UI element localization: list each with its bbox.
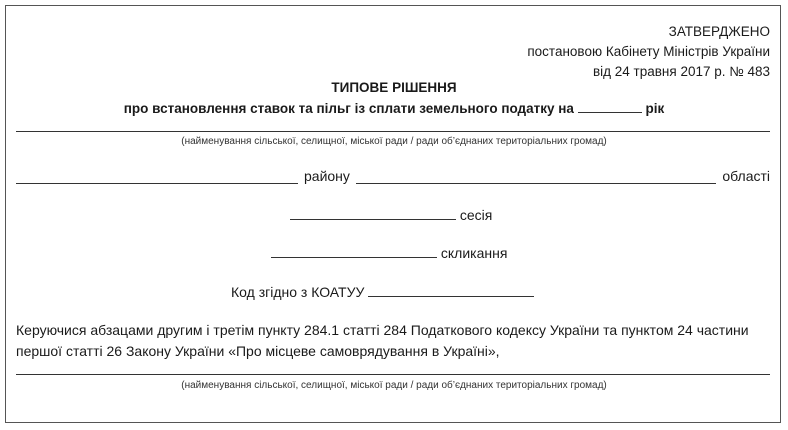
oblast-blank[interactable] (356, 169, 716, 184)
council-name-line-2[interactable] (16, 374, 770, 375)
koatuu-blank[interactable] (368, 283, 534, 297)
approval-status: ЗАТВЕРДЖЕНО (668, 24, 770, 39)
year-blank[interactable] (578, 99, 642, 113)
council-name-line[interactable] (16, 131, 770, 132)
session-blank[interactable] (290, 206, 456, 220)
council-caption-2: (найменування сільської, селищної, міської ради / ради об’єднаних територіальних громад) (181, 380, 607, 391)
document-heading: ТИПОВЕ РІШЕННЯ (331, 80, 457, 95)
koatuu-label: Код згідно з КОАТУУ (231, 284, 365, 300)
council-caption: (найменування сільської, селищної, міської ради / ради об’єднаних територіальних громад) (181, 136, 607, 147)
subtitle-text: про встановлення ставок та пільг із сплати земельного податку на (123, 101, 574, 116)
convocation-row (271, 244, 507, 261)
subtitle-year-label: рік (645, 101, 665, 116)
document-subtitle (0, 99, 788, 116)
preamble-text: Керуючися абзацами другим і третім пункту 284.1 статті 284 Податкового кодексу України та пунктом 24 частини першої статті 26 Закону України «Про місцеве самоврядування в Україні», (16, 322, 749, 359)
convocation-label: скликання (440, 245, 508, 261)
koatuu-row (231, 283, 534, 300)
district-blank[interactable] (16, 169, 298, 184)
approval-date: від 24 травня 2017 р. № 483 (592, 64, 770, 79)
convocation-blank[interactable] (271, 244, 437, 258)
oblast-label: області (722, 168, 770, 184)
approval-block (527, 22, 770, 82)
district-label: району (304, 168, 350, 184)
session-label: сесія (459, 207, 493, 223)
session-row (290, 206, 492, 223)
region-row (16, 168, 770, 184)
approval-resolution: постановою Кабінету Міністрів України (527, 44, 770, 59)
